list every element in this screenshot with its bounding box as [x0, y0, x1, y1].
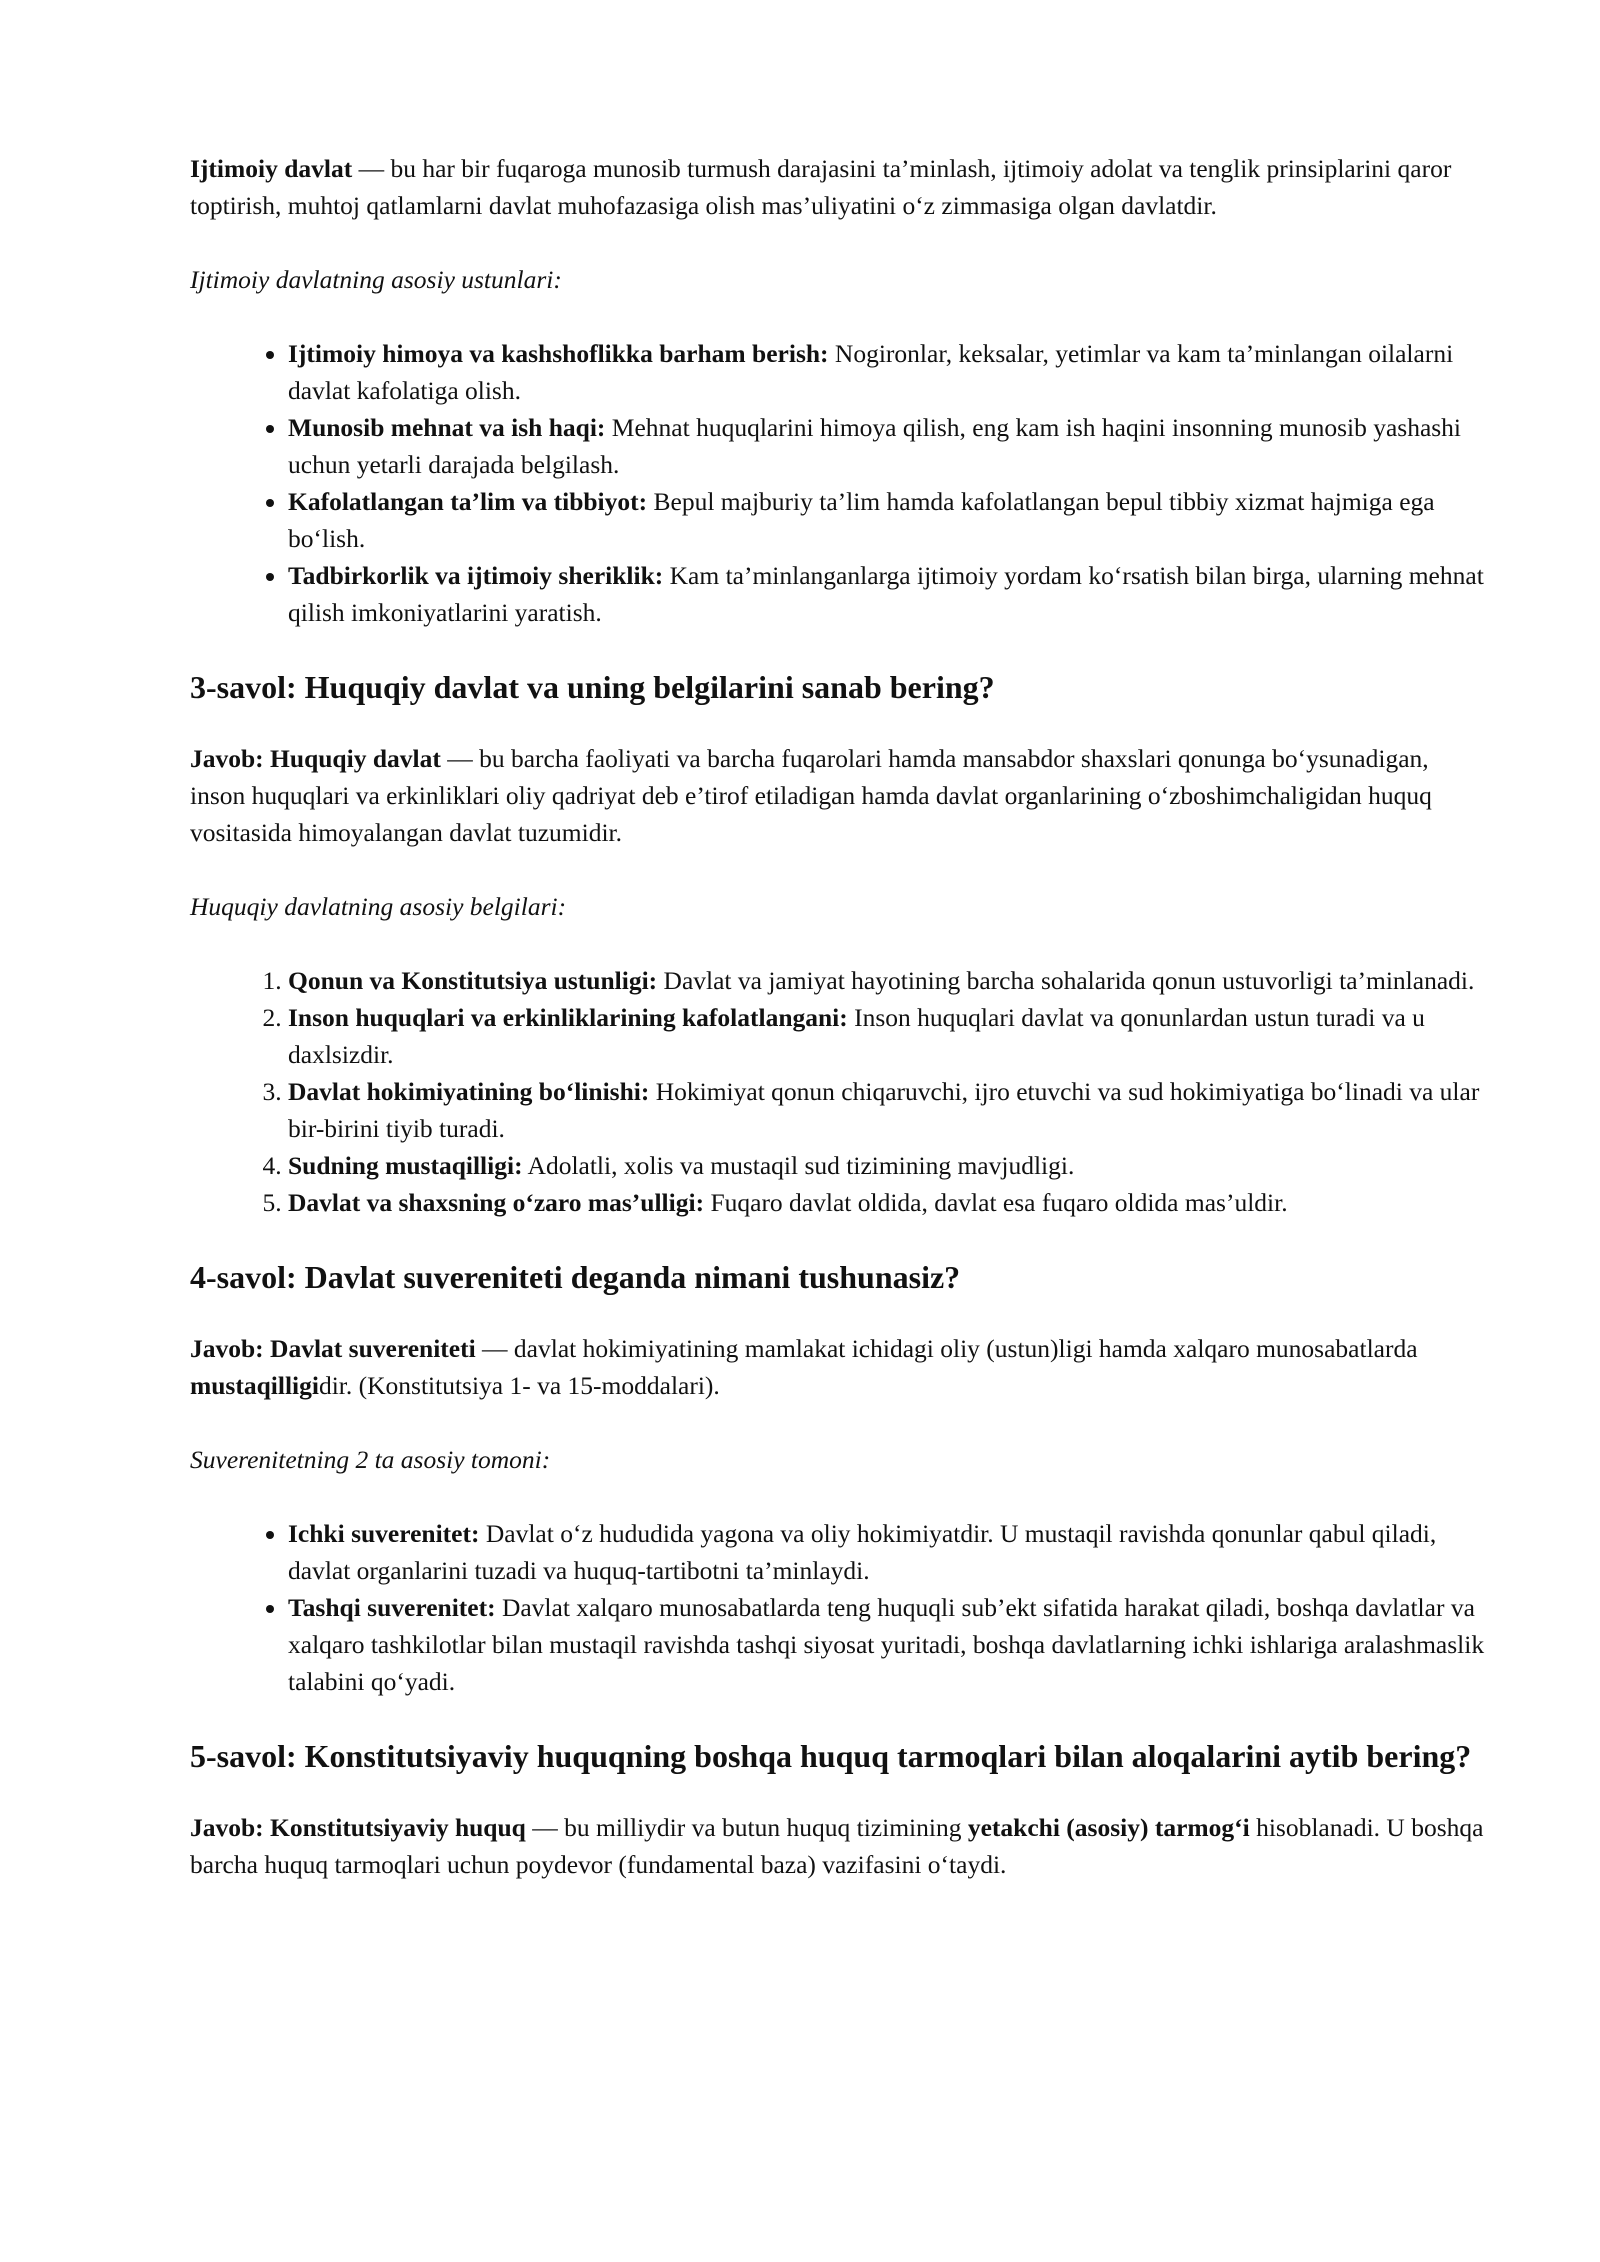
question-4-heading: 4-savol: Davlat suvereniteti deganda nimani tushunasiz?: [190, 1259, 961, 1295]
list-item: [288, 557, 1490, 631]
item-text: Kam ta’minlanganlarga ijtimoiy yordam ko‘rsatish bilan birga, ularning mehnat qilish imkoniyatlarini yaratish.: [288, 561, 1484, 627]
item-text: Davlat o‘z hududida yagona va oliy hokimiyatdir. U mustaqil ravishda qonunlar qabul qiladi, davlat organlarini tuzadi va huquq-tartibotni ta’minlaydi.: [288, 1519, 1437, 1585]
list-item: [288, 1073, 1490, 1147]
item-title: Davlat hokimiyatining bo‘linishi:: [288, 1077, 650, 1106]
huquqiy-belgilar-list: [190, 962, 1490, 1221]
answer-bold: yetakchi (asosiy) tarmog‘i: [967, 1813, 1250, 1842]
ijtimoiy-davlat-definition: [190, 150, 1490, 224]
answer-label: Javob: Davlat suvereniteti: [190, 1334, 476, 1363]
item-title: Sudning mustaqilligi:: [288, 1151, 523, 1180]
item-text: Bepul majburiy ta’lim hamda kafolatlangan bepul tibbiy xizmat hajmiga ega bo‘lish.: [288, 487, 1435, 553]
item-title: Ichki suverenitet:: [288, 1519, 480, 1548]
item-title: Ijtimoiy himoya va kashshoflikka barham berish:: [288, 339, 829, 368]
item-text: Nogironlar, keksalar, yetimlar va kam ta’minlangan oilalarni davlat kafolatiga olish.: [288, 339, 1454, 405]
item-text: Hokimiyat qonun chiqaruvchi, ijro etuvchi va sud hokimiyatiga bo‘linadi va ular bir-birini tiyib turadi.: [288, 1077, 1480, 1143]
question-3-answer: [190, 740, 1490, 851]
suverenitet-list: [190, 1515, 1490, 1700]
answer-label: Javob: Konstitutsiyaviy huquq: [190, 1813, 526, 1842]
question-3-heading: 3-savol: Huquqiy davlat va uning belgilarini sanab bering?: [190, 669, 995, 705]
item-text: Davlat xalqaro munosabatlarda teng huquqli sub’ekt sifatida harakat qiladi, boshqa davlatlar va xalqaro tashkilotlar bilan mustaqil ravishda tashqi siyosat yuritadi, boshqa davlatlarning ichki ishlariga aralashmaslik talabini qo‘yadi.: [288, 1593, 1485, 1696]
question-4-subheading: Suverenitetning 2 ta asosiy tomoni:: [190, 1445, 551, 1474]
answer-text-end: hisoblanadi. U boshqa barcha huquq tarmoqlari uchun poydevor (fundamental baza) vazifasini o‘taydi.: [190, 1813, 1484, 1879]
item-text: Adolatli, xolis va mustaqil sud tizimining mavjudligi.: [522, 1151, 1075, 1180]
item-title: Kafolatlangan ta’lim va tibbiyot:: [288, 487, 648, 516]
list-item: [288, 1147, 1490, 1184]
ijtimoiy-list: [190, 335, 1490, 631]
answer-text-end: dir. (Konstitutsiya 1- va 15-moddalari).: [318, 1371, 720, 1400]
question-5-answer: [190, 1809, 1490, 1883]
ijtimoiy-subheading: Ijtimoiy davlatning asosiy ustunlari:: [190, 265, 562, 294]
list-item: [288, 409, 1490, 483]
item-title: Qonun va Konstitutsiya ustunligi:: [288, 966, 658, 995]
item-title: Munosib mehnat va ish haqi:: [288, 413, 606, 442]
answer-text: — bu milliydir va butun huquq tizimining: [525, 1813, 968, 1842]
question-3-subheading: Huquqiy davlatning asosiy belgilari:: [190, 892, 567, 921]
definition-term: Ijtimoiy davlat: [190, 154, 353, 183]
question-4-answer: [190, 1330, 1490, 1404]
item-title: Tashqi suverenitet:: [288, 1593, 496, 1622]
list-item: [288, 962, 1490, 999]
list-item: [288, 335, 1490, 409]
list-item: [288, 1589, 1490, 1700]
answer-text: — davlat hokimiyatining mamlakat ichidagi oliy (ustun)ligi hamda xalqaro munosabatlarda: [475, 1334, 1418, 1363]
list-item: [288, 483, 1490, 557]
item-text: Davlat va jamiyat hayotining barcha sohalarida qonun ustuvorligi ta’minlanadi.: [657, 966, 1475, 995]
list-item: [288, 1184, 1490, 1221]
item-text: Mehnat huquqlarini himoya qilish, eng kam ish haqini insonning munosib yashashi uchun yetarli darajada belgilash.: [288, 413, 1462, 479]
item-text: Fuqaro davlat oldida, davlat esa fuqaro oldida mas’uldir.: [704, 1188, 1288, 1217]
definition-text: — bu har bir fuqaroga munosib turmush darajasini ta’minlash, ijtimoiy adolat va tenglik prinsiplarini qaror toptirish, muhtoj qatlamlarni davlat muhofazasiga olish mas’uliyatini o‘z zimmasiga olgan davlatdir.: [190, 154, 1452, 220]
answer-bold: mustaqilligi: [190, 1371, 319, 1400]
answer-label: Javob: Huquqiy davlat: [190, 744, 441, 773]
answer-text: — bu barcha faoliyati va barcha fuqarolari hamda mansabdor shaxslari qonunga bo‘ysunadigan, inson huquqlari va erkinliklari oliy qadriyat deb e’tirof etiladigan hamda davlat organlarining o‘zboshimchaligidan huquq vositasida himoyalangan davlat tuzumidir.: [190, 744, 1432, 847]
item-title: Davlat va shaxsning o‘zaro mas’ulligi:: [288, 1188, 705, 1217]
list-item: [288, 1515, 1490, 1589]
document-page: [190, 150, 1490, 1920]
item-text: Inson huquqlari davlat va qonunlardan ustun turadi va u daxlsizdir.: [288, 1003, 1425, 1069]
item-title: Inson huquqlari va erkinliklarining kafolatlangani:: [288, 1003, 848, 1032]
item-title: Tadbirkorlik va ijtimoiy sheriklik:: [288, 561, 664, 590]
question-5-heading: 5-savol: Konstitutsiyaviy huquqning boshqa huquq tarmoqlari bilan aloqalarini aytib bering?: [190, 1738, 1472, 1774]
list-item: [288, 999, 1490, 1073]
